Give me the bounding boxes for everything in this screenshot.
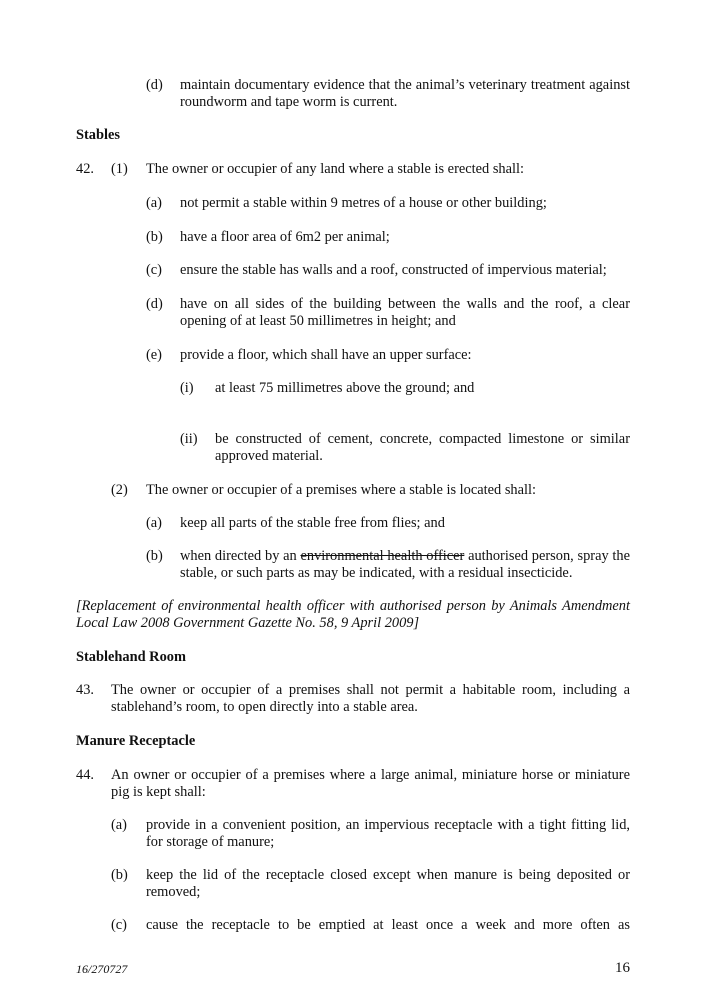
subclause-text: at least 75 millimetres above the ground; and <box>215 380 475 396</box>
clause-label: (b) <box>146 548 163 564</box>
page-number: 16 <box>615 960 630 976</box>
clause-label: (e) <box>146 347 162 363</box>
struck-text: environmental health officer <box>300 548 465 564</box>
section-heading-stables: Stables <box>76 127 120 143</box>
section-number: 42. <box>76 161 94 177</box>
subclause-label: (ii) <box>180 431 198 447</box>
clause-text: provide in a convenient position, an impervious receptacle with a tight fitting lid, for storage of manure; <box>146 817 630 850</box>
clause-label: (a) <box>146 515 162 531</box>
section-text: The owner or occupier of a premises shall not permit a habitable room, including a stablehand’s room, to open directly into a stable area. <box>111 682 630 715</box>
clause-text: keep all parts of the stable free from flies; and <box>180 515 445 531</box>
subclause-label: (i) <box>180 380 194 396</box>
clause-text: cause the receptacle to be emptied at least once a week and more often as <box>146 917 630 933</box>
section-heading-manure-receptacle: Manure Receptacle <box>76 733 196 749</box>
section-number: 44. <box>76 767 94 783</box>
clause-text: ensure the stable has walls and a roof, constructed of impervious material; <box>180 262 607 278</box>
clause-text-pre: when directed by an <box>180 548 301 564</box>
clause-label: (a) <box>111 817 127 833</box>
clause-label: (b) <box>111 867 128 883</box>
clause-label: (d) <box>146 77 163 93</box>
section-text: An owner or occupier of a premises where a large animal, miniature horse or miniature pig is kept shall: <box>111 767 630 800</box>
subsection-label: (1) <box>111 161 128 177</box>
clause-text: have a floor area of 6m2 per animal; <box>180 229 390 245</box>
clause-label: (c) <box>111 917 127 933</box>
subclause-text: be constructed of cement, concrete, compacted limestone or similar approved material. <box>215 431 630 464</box>
clause-text: not permit a stable within 9 metres of a house or other building; <box>180 195 547 211</box>
clause-text-post: authorised person, spray the stable, or such parts as may be indicated, with a residual insecticide. <box>180 548 630 581</box>
clause-text: maintain documentary evidence that the animal’s veterinary treatment against roundworm and tape worm is current. <box>180 77 630 110</box>
document-id: 16/270727 <box>76 962 128 976</box>
subsection-label: (2) <box>111 482 128 498</box>
amendment-note: [Replacement of environmental health officer with authorised person by Animals Amendment Local Law 2008 Government Gazette No. 58, 9 April 2009] <box>76 598 630 631</box>
subsection-text: The owner or occupier of any land where a stable is erected shall: <box>146 161 524 177</box>
clause-label: (a) <box>146 195 162 211</box>
clause-text: have on all sides of the building between the walls and the roof, a clear opening of at least 50 millimetres in height; and <box>180 296 630 329</box>
clause-label: (d) <box>146 296 163 312</box>
clause-text: provide a floor, which shall have an upper surface: <box>180 347 472 363</box>
section-number: 43. <box>76 682 94 698</box>
clause-label: (b) <box>146 229 163 245</box>
clause-text: keep the lid of the receptacle closed except when manure is being deposited or removed; <box>146 867 630 900</box>
subsection-text: The owner or occupier of a premises where a stable is located shall: <box>146 482 536 498</box>
clause-label: (c) <box>146 262 162 278</box>
section-heading-stablehand-room: Stablehand Room <box>76 649 186 665</box>
clause-text-amended <box>180 548 630 582</box>
